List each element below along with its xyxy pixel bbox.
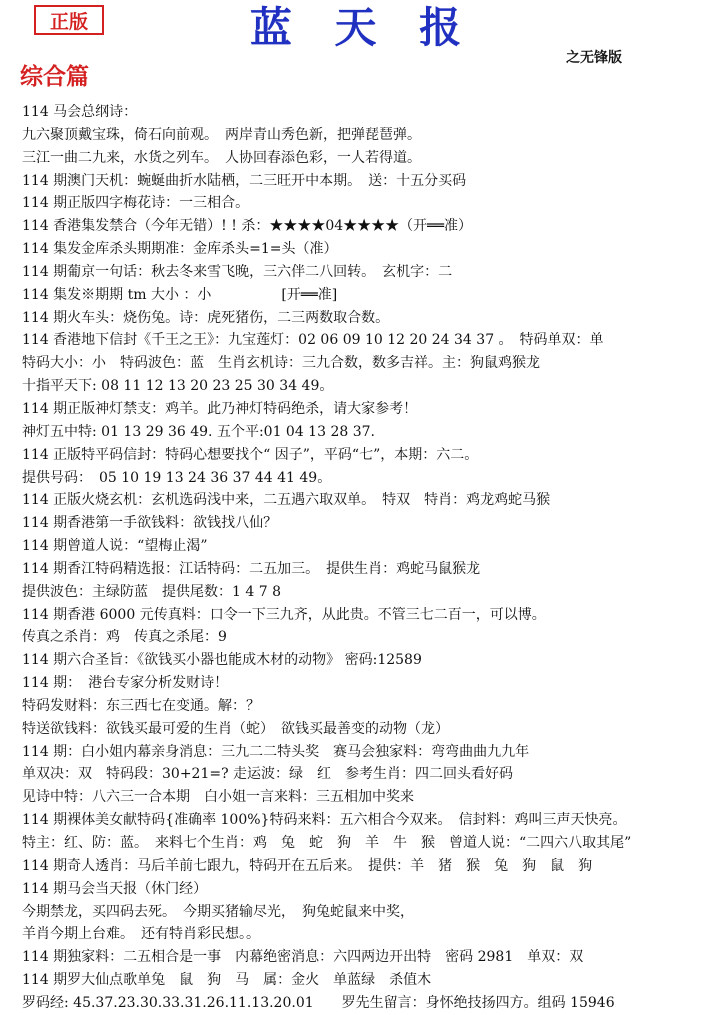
content-line: 114 正版火烧玄机：玄机选码浅中来，二五遇六取双单。 特双 特肖：鸡龙鸡蛇马猴 xyxy=(22,492,551,509)
newspaper-title: 蓝 天 报 xyxy=(249,3,476,52)
content-line: 羊肖今期上台难。 还有特肖彩民想。。 xyxy=(22,926,260,943)
content-line: 114 期葡京一句话：秋去冬来雪飞晚，三六伴二八回转。 玄机字：二 xyxy=(22,263,453,280)
content-line: 特码发财料：东三西七在变通。解：？ xyxy=(22,697,260,714)
content-line: 114 期： 港台专家分析发财诗！ xyxy=(22,675,229,692)
content-line: 114 集发※期期 tm 大小 ：小 [开══准] xyxy=(22,286,338,303)
content-line: 114 期澳门天机：蜿蜒曲折水陆栖，二三旺开中本期。 送：十五分买码 xyxy=(22,172,467,189)
content-line: 114 期火车头：烧伤兔。诗：虎死猪伤，二三两数取合数。 xyxy=(22,309,390,326)
content-line: 114 期罗大仙点歌单兔 鼠 狗 马 属：金火 单蓝绿 杀值木 xyxy=(22,972,432,989)
content-line: 特主：红、防：蓝。 来料七个生肖：鸡 兔 蛇 狗 羊 牛 猴 曾道人说：“二四六八取其尾” xyxy=(22,835,632,851)
content-line: 三江一曲二九来，水货之列车。 人协回春添色彩，一人若得道。 xyxy=(22,149,421,166)
content-line: 114 期曾道人说：“望梅止渴” xyxy=(22,538,208,555)
content-line: 提供号码： 05 10 19 13 24 36 37 44 41 49。 xyxy=(22,469,332,486)
genuine-badge: 正版 xyxy=(34,5,104,35)
content-line: 单双决：双 特码段：30+21=? 走运波：绿 红 参考生肖：四二回头看好码 xyxy=(22,766,514,783)
content-line: 114 香港集发禁合（今年无错）! ! 杀：★★★★04★★★★（开══准） xyxy=(22,218,472,235)
content-line: 神灯五中特: 01 13 29 36 49. 五个平:01 04 13 28 37. xyxy=(22,423,375,440)
content-line: 见诗中特：八六三一合本期 白小姐一言来料：三五相加中奖来 xyxy=(22,789,414,806)
content-line: 特送欲钱料：欲钱买最可爱的生肖（蛇） 欲钱买最善变的动物（龙） xyxy=(22,720,449,737)
content-line: 114 期正版四字梅花诗：一三相合。 xyxy=(22,195,250,212)
content-line: 114 期香港 6000 元传真料：口令一下三九齐，从此贵。不管三七二百一，可以博。 xyxy=(22,606,546,623)
content-line: 十指平天下: 08 11 12 13 20 23 25 30 34 49。 xyxy=(22,378,334,395)
content-line: 114 期奇人透肖：马后羊前七跟九，特码开在五后来。 提供：羊 猪 猴 兔 狗 鼠 狗 xyxy=(22,857,593,874)
content-line: 114 马会总纲诗： xyxy=(22,104,138,120)
content-line: 114 期独家料：二五相合是一事 内幕绝密消息：六四两边开出特 密码 2981 单双：双 xyxy=(22,949,584,966)
content-line: 114 期六合圣旨：《欲钱买小器也能成木材的动物》 密码:12589 xyxy=(22,652,422,669)
content-line: 特码大小：小 特码波色：蓝 生肖玄机诗：三九合数，数多吉祥。主：狗鼠鸡猴龙 xyxy=(22,355,540,372)
content-line: 罗码经: 45.37.23.30.33.31.26.11.13.20.01 罗先生留言：身怀绝技扬四方。组码 15946 xyxy=(22,994,615,1011)
section-heading: 综合篇 xyxy=(20,63,89,90)
content-lines xyxy=(22,101,722,1015)
content-line: 114 期香港第一手欲钱料：欲钱找八仙？ xyxy=(22,515,278,532)
content-line: 114 期正版神灯禁支：鸡羊。此乃神灯特码绝杀，请大家参考！ xyxy=(22,400,418,417)
content-line: 114 期马会当天报（休门经） xyxy=(22,880,208,897)
content-line: 提供波色：主绿防蓝 提供尾数：1 4 7 8 xyxy=(22,583,281,600)
content-line: 114 期裸体美女献特码{准确率 100%}特码来料：五六相合今双来。 信封料：鸡叫三声天快亮。 xyxy=(22,812,627,829)
content-line: 114 期：白小姐内幕亲身消息：三九二二特头奖 赛马会独家料：弯弯曲曲九九年 xyxy=(22,743,530,760)
content-line: 114 香港地下信封《千王之王》：九宝莲灯：02 06 09 10 12 20 24 34 37 。 特码单双：单 xyxy=(22,332,604,349)
content-line: 114 正版特平码信封：特码心想要找个“ 因子”，平码“七”，本期：六二。 xyxy=(22,446,479,463)
content-line: 114 集发金库杀头期期准：金库杀头=1=头（准） xyxy=(22,241,338,258)
content-line: 九六聚顶戴宝珠，倚石向前观。 两岸青山秀色新，把弹琵琶弹。 xyxy=(22,126,421,143)
edition-label: 之无锋版 xyxy=(566,50,622,66)
content-line: 今期禁龙，买四码去死。 今期买猪输尽光， 狗兔蛇鼠来中奖， xyxy=(22,903,414,920)
content-line: 传真之杀肖：鸡 传真之杀尾：9 xyxy=(22,629,227,646)
content-line: 114 期香江特码精选报：江话特码：二五加三。 提供生肖：鸡蛇马鼠猴龙 xyxy=(22,560,481,577)
